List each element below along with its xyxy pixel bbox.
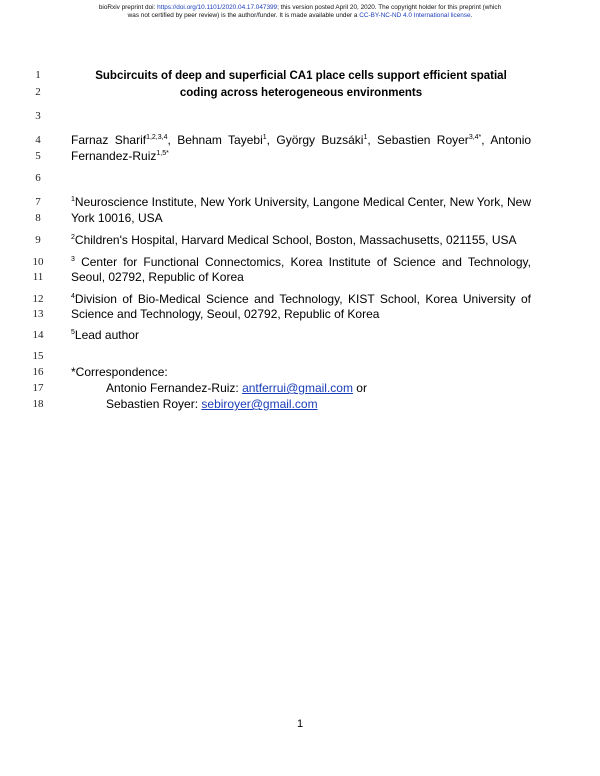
affiliation-1-line-1 <box>71 195 531 210</box>
author-name: Sebastien Royer <box>377 133 469 147</box>
line-number: 9 <box>35 234 41 246</box>
correspondent-name: Sebastien Royer: <box>106 397 202 411</box>
affiliation-marker: 2 <box>71 234 75 241</box>
correspondence-label: *Correspondence: <box>71 365 168 379</box>
line-number: 6 <box>35 172 41 184</box>
author-affiliation: 1,5* <box>156 150 169 157</box>
affiliation-marker: 3 <box>71 256 75 263</box>
affiliation-text: Neuroscience Institute, New York University, Langone Medical Center, New York, New <box>74 195 531 209</box>
affiliation-marker: 1 <box>71 196 75 203</box>
affiliation-text: Center for Functional Connectomics, Korea Institute of Science and Technology, <box>81 255 531 269</box>
line-number: 16 <box>32 366 44 378</box>
affiliation-4-line-2: Science and Technology, Seoul, 02792, Republic of Korea <box>71 307 380 321</box>
email-link[interactable]: sebiroyer@gmail.com <box>201 397 318 411</box>
paper-title-line-1: Subcircuits of deep and superficial CA1 place cells support efficient spatial <box>95 70 507 82</box>
affiliation-text: Lead author <box>74 328 139 342</box>
email-link[interactable]: antferrui@gmail.com <box>242 381 353 395</box>
line-number: 4 <box>35 134 41 146</box>
line-number: 12 <box>32 293 44 305</box>
line-number: 1 <box>35 69 41 81</box>
affiliation-marker: 5 <box>71 329 75 336</box>
affiliation-2 <box>71 233 531 248</box>
line-number: 2 <box>35 86 41 98</box>
author-affiliation: 1 <box>363 134 368 141</box>
correspondence-suffix: or <box>352 381 367 395</box>
header-line-2 <box>0 12 600 20</box>
author-affiliation: 3,4* <box>468 134 482 141</box>
header-text: ; this version posted April 20, 2020. The copyright holder for this preprint (which <box>277 4 502 11</box>
license-link[interactable]: CC-BY-NC-ND 4.0 International license <box>359 12 471 19</box>
line-number: 8 <box>35 212 41 224</box>
affiliation-3-line-2: Seoul, 02792, Republic of Korea <box>71 270 244 284</box>
affiliation-text: Division of Bio-Medical Science and Technology, KIST School, Korea University of <box>74 292 531 306</box>
affiliation-1-line-2: York 10016, USA <box>71 211 163 225</box>
affiliation-text: Children's Hospital, Harvard Medical School, Boston, Massachusetts, 021155, USA <box>74 233 517 247</box>
line-number: 18 <box>32 398 44 410</box>
affiliation-5 <box>71 328 531 343</box>
line-number: 15 <box>32 350 44 362</box>
correspondent-name: Antonio Fernandez-Ruiz: <box>106 381 243 395</box>
author-name: György Buzsáki <box>276 133 364 147</box>
line-number: 14 <box>32 329 44 341</box>
author-name: Farnaz Sharif <box>71 133 147 147</box>
line-number: 11 <box>32 271 44 283</box>
doi-link[interactable]: https://doi.org/10.1101/2020.04.17.047399 <box>157 4 278 11</box>
correspondence-entry-1 <box>106 381 526 396</box>
line-number: 5 <box>35 150 41 162</box>
correspondence-entry-2 <box>106 397 526 412</box>
line-number: 10 <box>32 256 44 268</box>
affiliation-marker: 4 <box>71 293 75 300</box>
paper-title-line-2: coding across heterogeneous environments <box>179 87 423 99</box>
page-number: 1 <box>296 718 304 730</box>
author-affiliation: 1,2,3,4 <box>146 134 168 141</box>
preprint-header <box>0 4 600 20</box>
author-list-line-1: Farnaz Sharif$^{1,2,3,4}$, Behnam Tayebi$^1$, György Buzsáki$^1$, Sebastien Royer$^{3,4*}$, Antonio <box>71 133 532 147</box>
author-list-line-2 <box>71 149 531 164</box>
header-text: . <box>470 12 473 19</box>
header-text: was not certified by peer review) is the author/funder. It is made available under a <box>127 12 360 19</box>
author-name: Behnam Tayebi <box>177 133 263 147</box>
line-number: 3 <box>35 110 41 122</box>
affiliation-4-line-1 <box>71 292 531 307</box>
line-number: 17 <box>32 382 44 394</box>
author-name: Fernandez-Ruiz <box>71 149 157 163</box>
line-number: 7 <box>35 196 41 208</box>
header-text: bioRxiv preprint doi: <box>98 4 158 11</box>
affiliation-3-line-1 <box>71 255 531 270</box>
line-number: 13 <box>32 308 44 320</box>
author-name: Antonio <box>490 133 532 147</box>
header-line-1 <box>0 4 600 12</box>
author-affiliation: 1 <box>262 134 267 141</box>
